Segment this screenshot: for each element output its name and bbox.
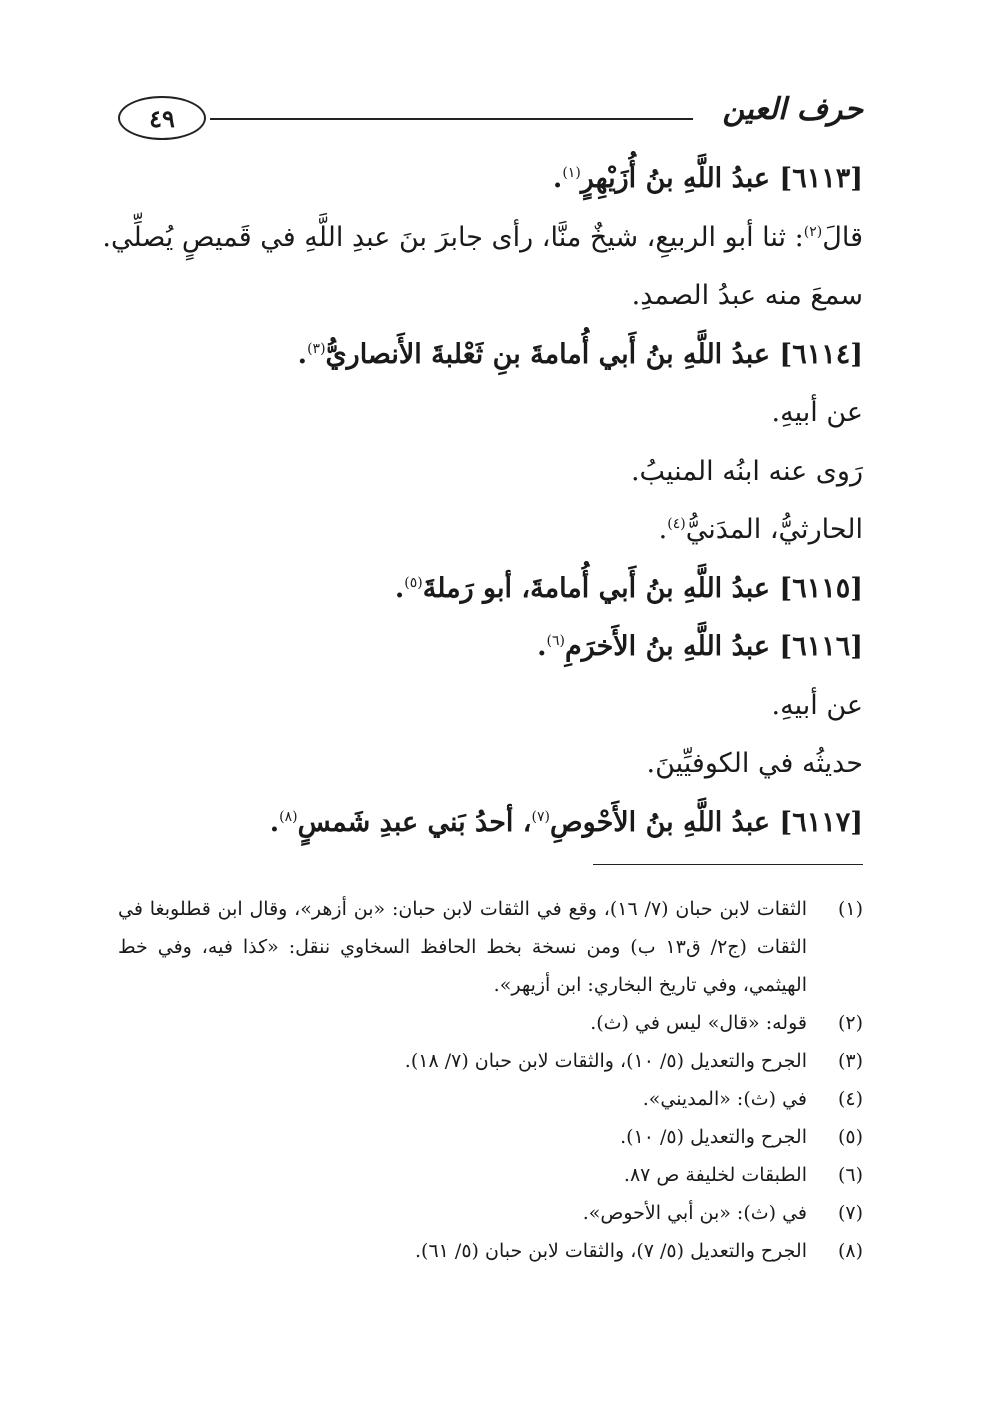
- footnote-ref: (٤): [667, 516, 686, 532]
- page-header: [118, 88, 863, 144]
- footnote-number: (١): [837, 898, 863, 920]
- entry-6114: [٦١١٤] عبدُ اللَّهِ بنُ أَبي أُمامةَ بنِ ثَعْلبةَ الأَنصاريُّ$^{(٣)}$.: [297, 338, 863, 370]
- footnote-number: (٥): [837, 1126, 863, 1148]
- footnote: [118, 890, 863, 1004]
- footnote-text: الجرح والتعديل (٥/ ١٠)، والثقات لابن حبان (٧/ ١٨).: [404, 1050, 807, 1072]
- footnote-text: قوله: «قال» ليس في (ث).: [590, 1012, 807, 1034]
- footnote-separator: [593, 864, 863, 865]
- footnote: [118, 1118, 863, 1156]
- running-title: حرف العين: [722, 92, 863, 127]
- text-line: قالَ$^{(٢)}$: ثنا أبو الربيعِ، شيخٌ منَّا، رأى جابرَ بنَ عبدِ اللَّهِ في قَميصٍ يُصلِّي.: [102, 221, 863, 253]
- footnote-text: في (ث): «بن أبي الأحوص».: [582, 1202, 807, 1224]
- footnote-text: الجرح والتعديل (٥/ ٧)، والثقات لابن حبان (٥/ ٦١).: [415, 1240, 807, 1262]
- footnote: [118, 1080, 863, 1118]
- footnote-ref: (٣): [307, 340, 326, 357]
- footnote-ref: (٦): [546, 633, 565, 649]
- page-number: ٤٩: [118, 96, 206, 140]
- entry-6116: [٦١١٦] عبدُ اللَّهِ بنُ الأَخرَمِ$^{(٦)}$.: [537, 631, 863, 662]
- footnotes: [118, 890, 863, 1270]
- footnote-ref: (١): [562, 165, 581, 181]
- footnote: [118, 1042, 863, 1080]
- main-text: [102, 150, 863, 852]
- footnote-number: (٣): [837, 1050, 863, 1072]
- footnote-number: (٧): [837, 1202, 863, 1224]
- entry-6117: [٦١١٧] عبدُ اللَّهِ بنُ الأَحْوصِ$^{(٧)}$، أحدُ بَني عبدِ شَمسٍ$^{(٨)}$.: [269, 806, 863, 838]
- text-line: الحارثيُّ، المدَنيُّ$^{(٤)}$.: [658, 514, 863, 545]
- footnote-text: في (ث): «المديني».: [642, 1088, 807, 1110]
- text-line: سمعَ منه عبدُ الصمدِ.: [631, 280, 863, 311]
- footnote: [118, 1004, 863, 1042]
- header-rule: [210, 118, 693, 120]
- footnote-ref: (٢): [803, 223, 823, 240]
- footnote-number: (٦): [837, 1164, 863, 1186]
- footnote-number: (٤): [837, 1088, 863, 1110]
- entry-6115: [٦١١٥] عبدُ اللَّهِ بنُ أَبي أُمامةَ، أبو رَملةَ$^{(٥)}$.: [394, 572, 863, 604]
- footnote-number: (٨): [837, 1240, 863, 1262]
- footnote-ref: (٥): [404, 574, 423, 591]
- footnote: [118, 1194, 863, 1232]
- text-line: رَوى عنه ابنُه المنيبُ.: [630, 455, 863, 487]
- footnote: [118, 1232, 863, 1270]
- footnote-ref: (٨): [279, 808, 298, 825]
- text-line: حديثُه في الكوفيِّينَ.: [646, 748, 863, 779]
- footnote-text: الطبقات لخليفة ص ٨٧.: [623, 1164, 807, 1186]
- entry-6113: [٦١١٣] عبدُ اللَّهِ بنُ أُزَيْهِرٍ$^{(١)}$.: [552, 163, 863, 194]
- footnote-number: (٢): [837, 1012, 863, 1034]
- footnote-text: الثقات لابن حبان (٧/ ١٦)، وقع في الثقات لابن حبان: «بن أزهر»، وقال ابن قطلوبغا في الثقات (ج٢/ ق١٣ ب) ومن نسخة بخط الحافظ السخاوي ننقل: «كذا فيه، وفي خط الهيثمي، وفي تاريخ البخاري: ابن أزيهر».: [118, 898, 807, 996]
- text-line: عن أبيهِ.: [771, 689, 863, 721]
- footnote: [118, 1156, 863, 1194]
- text-line: عن أبيهِ.: [771, 397, 863, 428]
- footnote-ref: (٧): [531, 808, 550, 825]
- footnote-text: الجرح والتعديل (٥/ ١٠).: [620, 1126, 807, 1148]
